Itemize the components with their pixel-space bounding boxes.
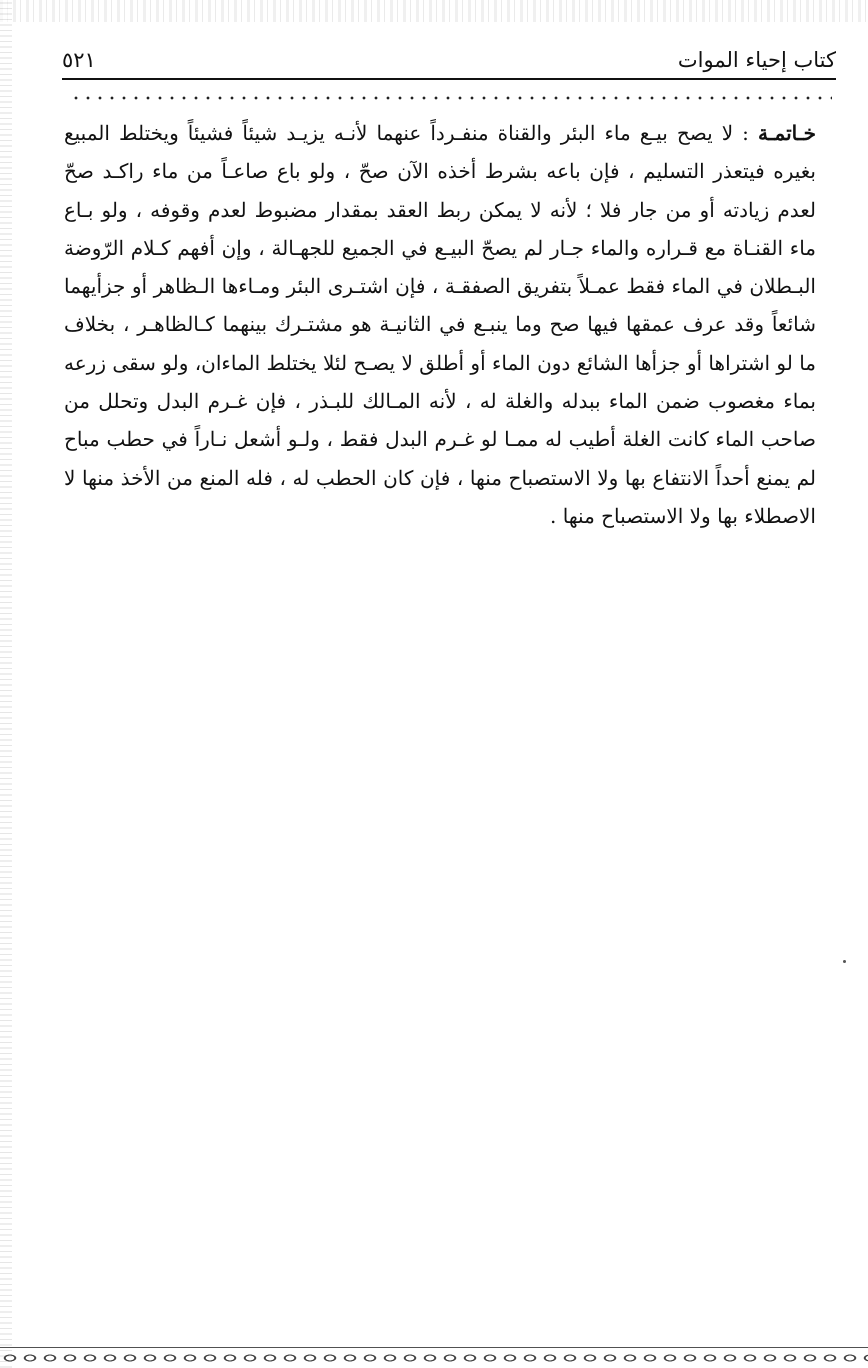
scan-speck [843, 960, 846, 963]
scan-top-edge [0, 0, 868, 22]
running-title: كتاب إحياء الموات [677, 48, 836, 72]
paragraph-text: : لا يصح بيـع ماء البئر والقناة منفـرداً عنهما لأنـه يزيـد شيئاً فشيئاً ويختلط المبيع بغيره فيتعذر التسليم ، فإن باعه بشرط أخذه الآن صحّ ، ولو باع صاعـاً من ماء راكـد صحّ لعدم زيادته أو من جار فلا ؛ لأنه لا يمكن ربط العقد بمقدار مضبوط لعدم وقوفه ، ولو بـاع ماء القنـاة مع قـراره والماء جـار لم يصحّ البيـع في الجميع للجهـالة ، وإن أفهم كـلام الرّوضة البـطلان في الماء فقط عمـلاً بتفريق الصفقـة ، فإن اشتـرى البئر ومـاءها الـظاهر أو جزأيهما شائعاً وقد عرف عمقها فيها صح وما ينبـع في الثانيـة هو مشتـرك بينهما كـالظاهـر ، بخلاف ما لو اشتراها أو جزأها الشائع دون الماء أو أطلق لا يصـح لئلا يختلط الماءان، ولو سقى زرعه بماء مغصوب ضمن الماء ببدله والغلة له ، لأنه المـالك للبـذر ، فإن غـرم البدل وتحلل من صاحب الماء كانت الغلة أطيب له ممـا لو غـرم البدل فقط ، ولـو أشعل نـاراً في حطب مباح لم يمنع أحداً الانتفاع بها ولا الاستصباح منها ، فإن كان الحطب له ، فله المنع من الأخذ منها لا الاصطلاء بها ولا الاستصباح منها . [64, 121, 817, 528]
section-lead-word: خـاتمـة [757, 121, 816, 145]
body-paragraph [64, 114, 816, 535]
scan-left-edge [0, 0, 12, 1368]
dotted-separator [70, 96, 832, 100]
page-header [62, 40, 836, 80]
ornamental-bottom-border [0, 1347, 868, 1368]
header-rule [62, 78, 836, 80]
page-number: ٥٢١ [62, 48, 96, 72]
